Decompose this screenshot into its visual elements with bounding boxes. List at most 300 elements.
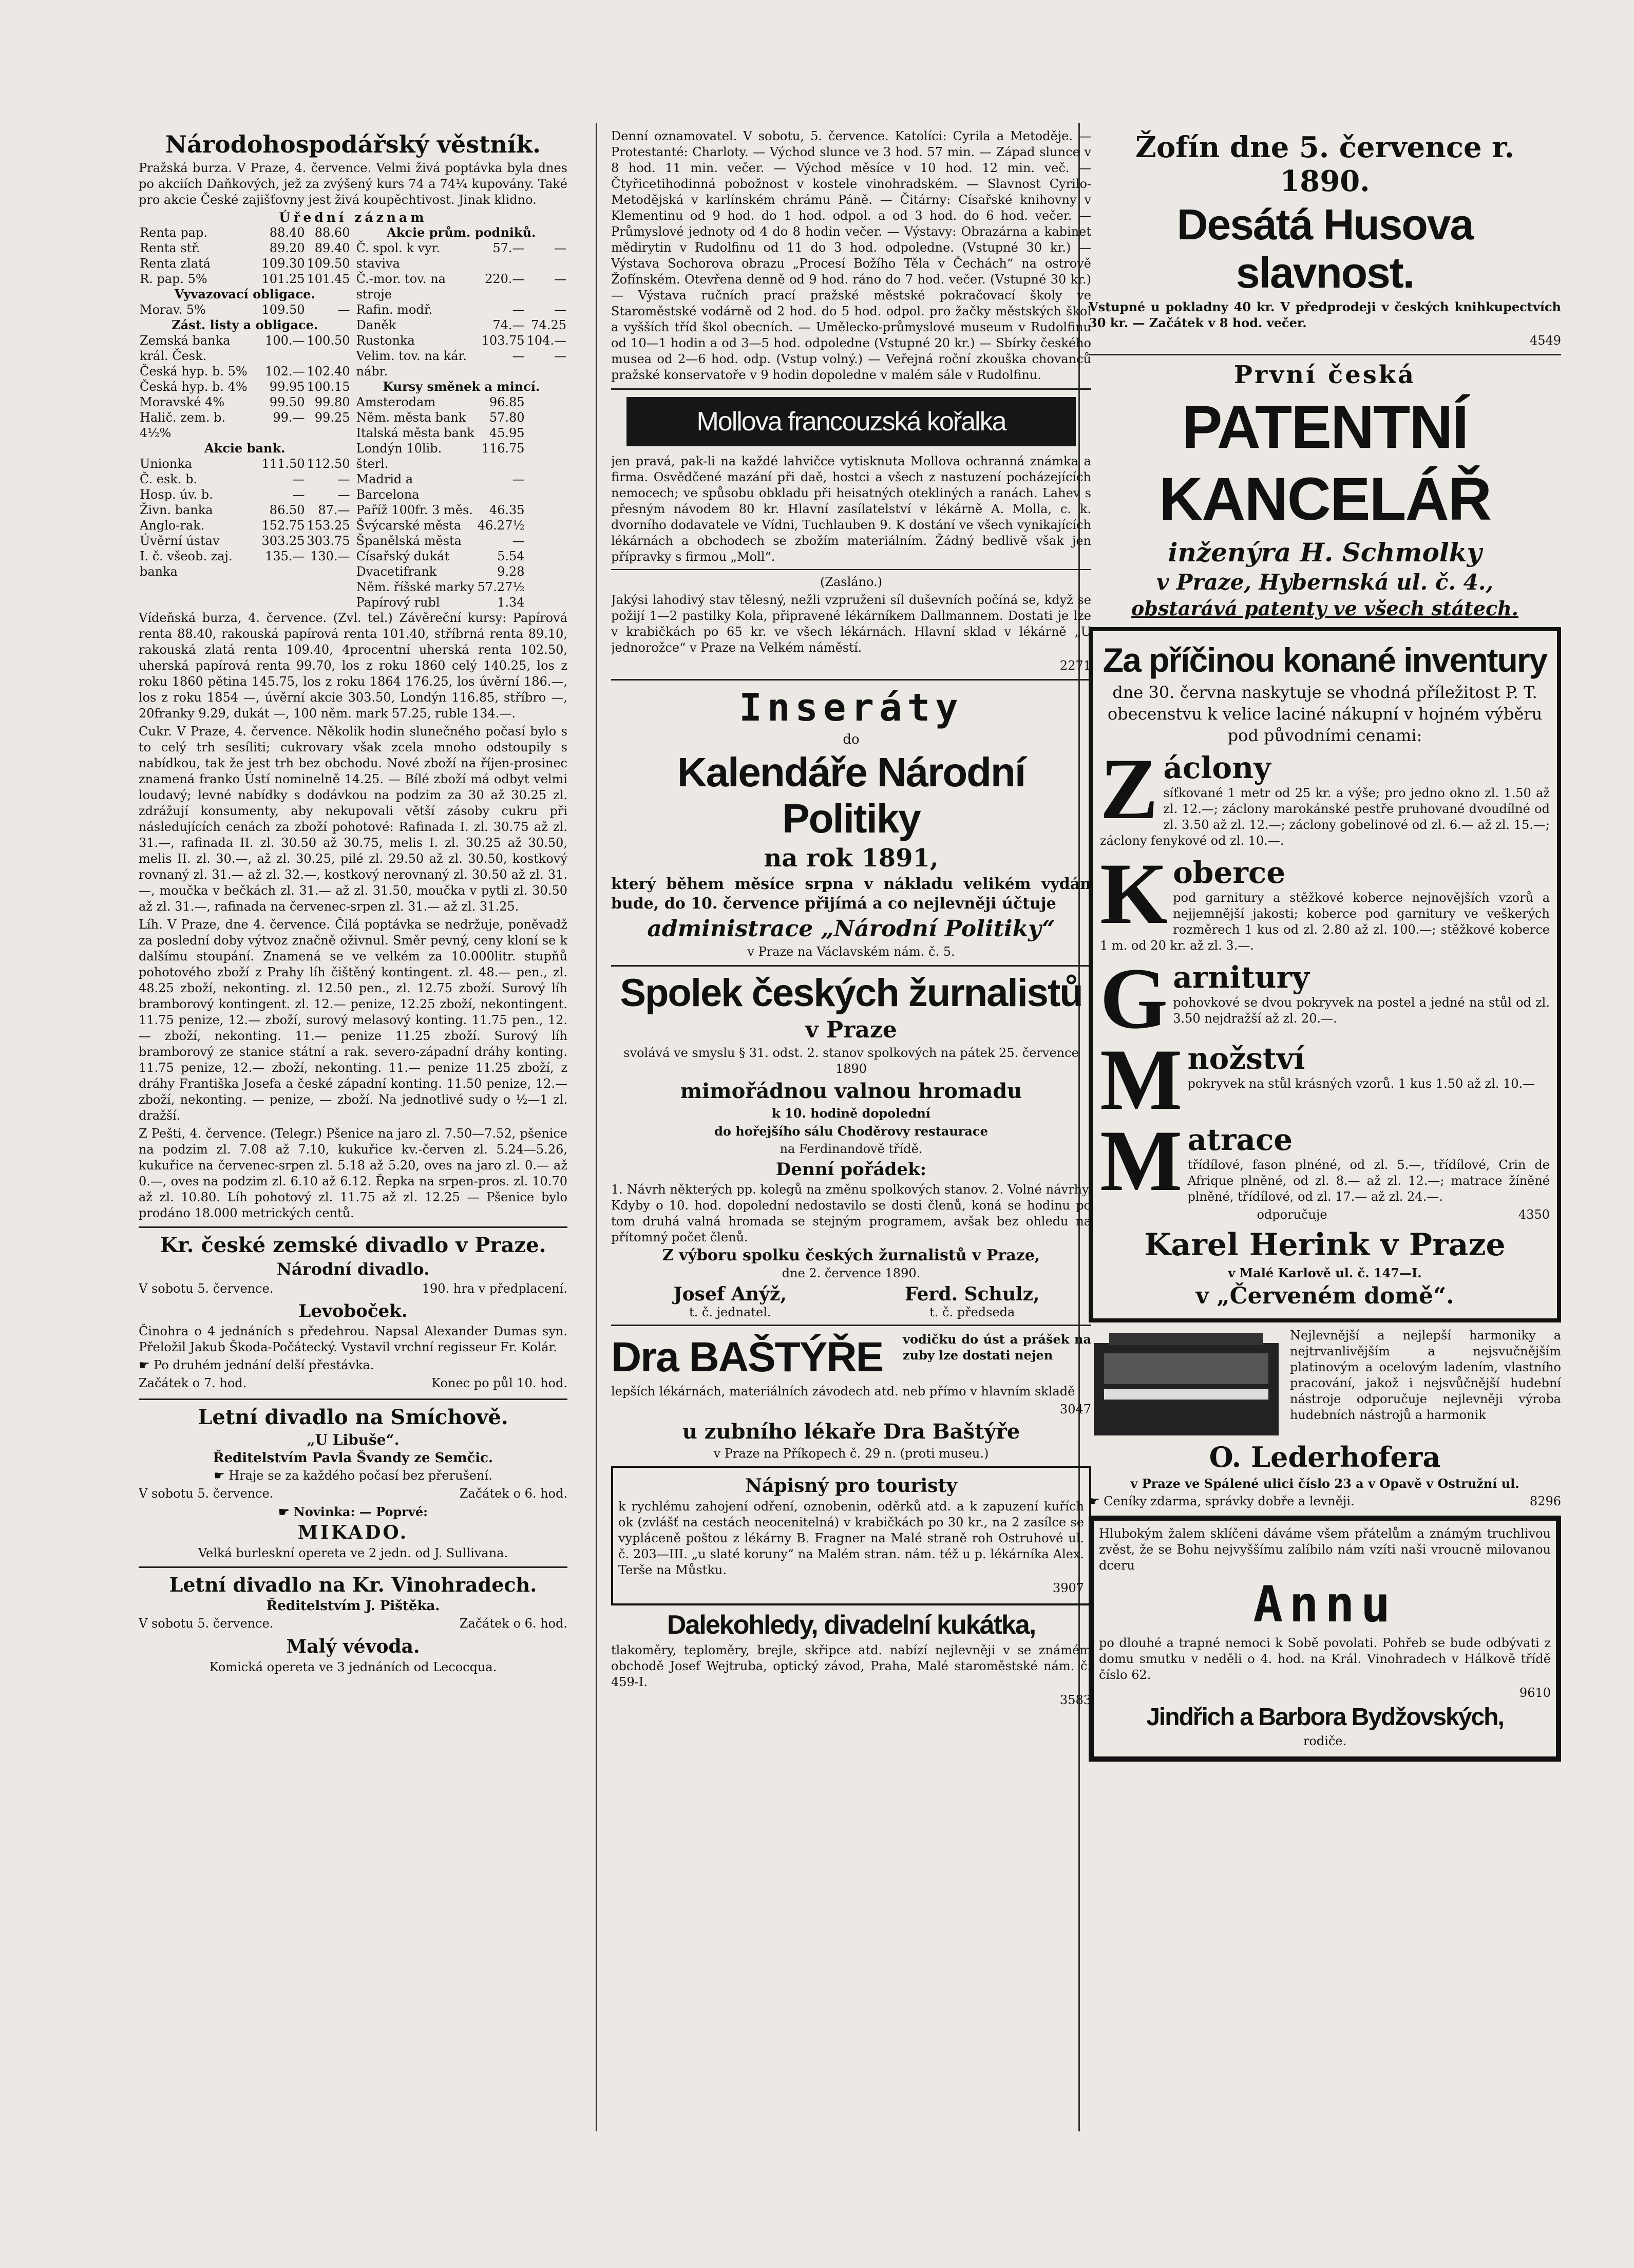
- rate-value: 57.80: [489, 410, 525, 425]
- rate-row: [355, 425, 568, 441]
- rate-row: [139, 471, 351, 487]
- rate-name: Moravské 4%: [140, 395, 225, 409]
- bastyr-text: lepších lékárnách, materiálních závodech atd. neb přímo v hlavním skladě: [611, 1384, 1075, 1398]
- divider: [139, 1398, 567, 1400]
- rate-name: Živn. banka: [140, 503, 213, 517]
- harmonica-number: 8296: [1529, 1494, 1561, 1508]
- theatre2-subtitle: „U Libuše“.: [307, 1431, 400, 1448]
- column-ads: [1089, 128, 1561, 2131]
- calendar-text: který během měsíce srpna v nákladu velikém vydán bude, do 10. července přijímá a co nejlevněji účtuje: [611, 875, 1091, 913]
- tourist-text: k rychlému zahojení odření, oznobenin, oděrků atd. a k zapuzení kuřích ok (zvlášť na cestách neocenitelná) v krabičkách po 30 kr., na 2 zasílce se vypláceně poštou z lékárny B. Fragner na Malé straně roh Ostruhové ul. č. 203—III. „u slaté koruny“ na Malém stran. nám. též u p. lékárníka Alex. Terše na Můstku.: [618, 1499, 1084, 1577]
- rate-value: [526, 564, 567, 579]
- rate-name: Hosp. úv. b.: [140, 487, 213, 502]
- rate-value: 303.25: [261, 534, 305, 548]
- health-number: 2271: [1059, 658, 1091, 673]
- rate-name: R. pap. 5%: [140, 272, 207, 286]
- curtains-label: áclony: [1163, 750, 1271, 785]
- signature-1: Josef Anýž,: [673, 1283, 787, 1305]
- rate-value: 1.34: [497, 595, 525, 610]
- prague-exchange-text: Pražská burza. V Praze, 4. července. Velmi živá poptávka byla dnes po akciích Daňkových, jež za zvýšený kurs 74 a 74¼ kupovány. Také pro akcie České zajišťovny jest živá koupěchtivost. Jinak klidno.: [139, 161, 567, 207]
- rate-row: [355, 379, 568, 394]
- rate-value: [526, 502, 567, 518]
- rate-value: 99.95: [269, 380, 305, 394]
- rate-name: Kursy směnek a mincí.: [383, 379, 540, 394]
- theatre3-date: V sobotu 5. července.: [139, 1616, 274, 1631]
- rate-name: Velim. tov. na kár. nábr.: [356, 349, 467, 379]
- theatre2-date-row: [139, 1486, 567, 1504]
- cognac-text: jen pravá, pak-li na každé lahvičce vytisknuta Mollova ochranná známka a firma. Osvědčené mazání při daě, hostci a všech z nastuzení pocházejících nemocech; ve spůsobu obkladu při heisatných otekliných a ranách. Lahev s přesným návodem 80 kr. Hlavní zasílatelství v lékárně A. Molla, c. k. dvorního dodavatele ve Vídni, Tuchlauben 9. K dostání ve všech vynikajících lékárnách a obchodech se zbožím materiálním. Žádný bedlivě však jen přípravky s firmou „Moll“.: [611, 454, 1091, 564]
- rate-value: 99.50: [269, 395, 305, 409]
- mourning-role: rodiče.: [1303, 1734, 1347, 1748]
- plenty-text: pokryvek na stůl krásných vzorů. 1 kus 1.50 až zl. 10.—: [1187, 1076, 1535, 1091]
- tourist-number: 3907: [1052, 1581, 1084, 1595]
- rate-value: —: [554, 349, 566, 363]
- carpets-label: oberce: [1173, 855, 1286, 890]
- column-economy: [139, 128, 567, 2131]
- patent-title: PATENTNÍ KANCELÁŘ: [1158, 393, 1491, 533]
- sets-initial: G: [1100, 960, 1168, 1037]
- rate-row: [139, 379, 351, 394]
- rate-value: [526, 518, 567, 533]
- rate-value: 74.25: [531, 318, 566, 332]
- exchange-tables: [139, 225, 567, 610]
- rate-row: [355, 333, 568, 348]
- rate-name: I. č. všeob. zaj. banka: [140, 549, 233, 579]
- rate-name: Dvacetifrank: [356, 564, 437, 579]
- herink-name: Karel Herink v Praze: [1144, 1227, 1506, 1263]
- sets-label: arnitury: [1173, 960, 1309, 995]
- journalists-city: v Praze: [805, 1017, 897, 1043]
- rate-value: 102.40: [307, 364, 350, 379]
- divider: [611, 388, 1091, 390]
- inventory-ad: [1089, 627, 1561, 1322]
- agenda-text: 1. Návrh některých pp. kolegů na změnu spolkových stanov. 2. Volné návrhy. Kdyby o 10. hod. dopolední nedostavilo se dosti členů, koná se hodinu po tom druhá valná hromada se stejným programem, avšak bez ohledu na přítomný počet členů.: [611, 1182, 1091, 1244]
- rate-value: 152.75: [261, 518, 305, 533]
- rate-row: [139, 271, 351, 287]
- divider: [1089, 354, 1561, 355]
- rate-value: 153.25: [307, 518, 350, 533]
- carpets-item: [1100, 855, 1550, 956]
- rate-name: Unionka: [140, 457, 193, 471]
- theatre3-date-row: [139, 1616, 567, 1634]
- rate-name: Renta zlatá: [140, 256, 211, 271]
- patent-address: v Praze, Hybernská ul. č. 4.,: [1156, 570, 1494, 595]
- theatre1-description: Činohra o 4 jednáních s předehrou. Napsal Alexander Dumas syn. Přeložil Jakub Škoda-Počátecký. Vystavil vrchní regisseur Fr. Kolár.: [139, 1324, 567, 1354]
- rate-row: [355, 502, 568, 518]
- agenda-title: Denní pořádek:: [775, 1159, 927, 1180]
- sets-text: pohovkové se dvou pokryvek na postel a jedné na stůl od zl. 3.50 nejdražší až zl. 20.—.: [1173, 995, 1550, 1026]
- rate-value: 89.20: [269, 241, 305, 255]
- theatre2-start: Začátek o 6. hod.: [459, 1486, 567, 1501]
- harmonica-text: Nejlevnější a nejlepší harmoniky a nejtrvanlivějším a nejsvučnějším platinovým a ocelovým ladením, vlastního pracování, jakož i nejsvůčnější hudební nástroje odporučuje nejlevněji výroba hudebních nástrojů a harmonik: [1290, 1328, 1561, 1422]
- telescope-number: 3583: [1059, 1693, 1091, 1707]
- rate-value: 111.50: [261, 457, 305, 471]
- rate-row: [355, 564, 568, 579]
- theatre3-director: Ředitelstvím J. Pištěka.: [266, 1598, 440, 1614]
- administration-address: v Praze na Václavském nám. č. 5.: [747, 944, 955, 959]
- rate-row: [139, 487, 351, 502]
- rate-value: 57.27½: [477, 580, 525, 594]
- rate-row: [139, 287, 351, 302]
- zofin-number: 4549: [1529, 333, 1561, 348]
- cognac-banner: Mollova francouzská kořalka: [626, 397, 1076, 446]
- rate-row: [355, 394, 568, 410]
- rate-value: —: [292, 487, 305, 502]
- curtains-item: [1100, 750, 1550, 851]
- vienna-exchange-text: Vídeňská burza, 4. července. (Zvl. tel.) Závěreční kursy: Papírová renta 88.40, rakouská papírová renta 101.40, stříbrná renta 89.10, rakouská zlatá renta 109.40, 4procentní uherská renta 102.50, uherská papírová renta 99.70, los z roku 1860 celý 140.25, los z roku 1860 pětina 145.75, los z roku 1864 176.25, los úvěrní 186.—, los z roku 1854 —, úvěrní akcie 303.50, Londýn 116.85, stříbro —, 20franky 9.29, dukát —, 100 něm. mark 57.25, ruble 134.—.: [139, 611, 567, 721]
- plenty-initial: M: [1100, 1041, 1183, 1118]
- rate-name: Amsterodam: [356, 395, 436, 409]
- spirit-report-text: Líh. V Praze, dne 4. července. Čilá poptávka se nedržuje, poněvadž za poslední doby výtvoz značně oživnul. Směr pevný, ceny kloní se k dalšímu stoupání. Znamená se ve velkém za 10.000litr. stupňů pohotového zboží z Prahy líh čištěný kontingent. zl. 48.— pen., zl. 48.25 zboží, nekonting. zl. 12.50 pen., zl. 12.75 zboží. Surový líh bramborový kontingent. zl. 12.— penize, 12.25 zboží, nekontingent. 11.75 penize, 12.— zboží, surový melasový konting. 11.75 pen., 12.— zboží, nekonting. 11.— penize 11.25 zboží. Surový líh bramborový ze stanice státní a rak. severo-západní dráhy konting. 11.75 penize, 12.— zboží, nekonting. 11.— penize 11.25 zboží, z dráhy Františka Josefa a české západní konting. 11.50 penize, 12.— zboží, nekonting. — penize, — zboží. Na jednotlivé sudy o ½—1 zl. dražší.: [139, 917, 567, 1123]
- rate-name: Česká hyp. b. 4%: [140, 380, 248, 394]
- theatre2-date: V sobotu 5. července.: [139, 1486, 274, 1501]
- recommend-row: [1100, 1207, 1550, 1225]
- bastyr-subtitle: u zubního lékaře Dra Baštýře: [682, 1420, 1020, 1444]
- inventory-title: Za příčinou konané inventury: [1103, 641, 1547, 679]
- theatre2-description: Velká burleskní opereta ve 2 jedn. od J. Sullivana.: [198, 1546, 508, 1560]
- curtains-initial: Z: [1100, 750, 1158, 837]
- signature-1-role: t. č. jednatel.: [689, 1305, 771, 1319]
- rate-value: 100.50: [307, 333, 350, 348]
- harmonica-price: ☛ Ceníky zdarma, správky dobře a levněji.: [1089, 1494, 1355, 1508]
- health-text: Jakýsi lahodivý stav tělesný, nežli vzpruženi síl duševních počíná se, když se požijí 1—2 pastilky Kola, připravené lékárníkem Dallmannem. Dostati je lze v krabičkách po 65 kr. ve všech lékárnách. Hlavní sklad v lékárně „U jednorožce“ v Praze na Velkém náměstí.: [611, 593, 1091, 655]
- divider: [611, 679, 1091, 681]
- rate-name: Něm. říšské marky: [356, 580, 474, 594]
- rate-row: [139, 441, 351, 456]
- herink-address: v Malé Karlově ul. č. 147—I.: [1228, 1265, 1422, 1280]
- rate-name: Něm. města bank: [356, 410, 466, 425]
- rate-value: 99.80: [314, 395, 350, 409]
- bastyr-address: v Praze na Příkopech č. 29 n. (proti museu.): [713, 1446, 989, 1461]
- pointing-hand-icon: ☛: [139, 1358, 154, 1372]
- journalists-title: Spolek českých žurnalistů: [620, 971, 1082, 1015]
- exchange-table-right: [355, 225, 568, 610]
- rate-value: 109.50: [307, 256, 350, 271]
- theatre3-play: Malý vévoda.: [286, 1636, 420, 1657]
- theatre3-title: Letní divadlo na Kr. Vinohradech.: [169, 1573, 537, 1596]
- rate-value: [526, 579, 567, 595]
- rate-value: 103.75: [481, 333, 525, 348]
- rate-value: —: [337, 487, 350, 502]
- rate-value: 99.25: [314, 410, 350, 425]
- signatures: [611, 1283, 1091, 1319]
- journalists-time: k 10. hodině dopolední: [772, 1106, 930, 1121]
- tourist-ad: [611, 1466, 1091, 1605]
- rate-row: [355, 518, 568, 533]
- journalists-place: do hořejšího sálu Choděrovy restaurace: [714, 1124, 988, 1139]
- zofin-text: Vstupné u pokladny 40 kr. V předprodeji v českých knihkupectvích 30 kr. — Začátek v 8 hod. večer.: [1089, 299, 1561, 330]
- harmonica-address: v Praze ve Spálené ulici číslo 23 a v Opavě v Ostružní ul.: [1130, 1476, 1519, 1491]
- patent-pre: První česká: [1233, 361, 1416, 389]
- rate-value: 109.50: [261, 303, 305, 317]
- rate-value: [526, 441, 567, 471]
- rate-row: [355, 410, 568, 425]
- rate-value: 104.—: [526, 333, 566, 348]
- journalists-meeting: mimořádnou valnou hromadu: [680, 1079, 1022, 1103]
- rate-row: [355, 579, 568, 595]
- rate-name: Daněk: [356, 318, 396, 332]
- rate-row: [355, 441, 568, 471]
- rate-value: 135.—: [265, 549, 305, 563]
- rate-row: [139, 456, 351, 471]
- rate-value: 101.45: [307, 272, 350, 286]
- rate-value: —: [512, 303, 525, 317]
- rate-name: Č.-mor. tov. na stroje: [356, 272, 446, 301]
- theatre2-title: Letní divadlo na Smíchově.: [198, 1405, 508, 1429]
- rate-row: [355, 471, 568, 502]
- mattress-initial: M: [1100, 1122, 1183, 1207]
- rate-row: [355, 240, 568, 271]
- sent-label: (Zasláno.): [820, 575, 883, 589]
- herink-shop: v „Červeném domě“.: [1195, 1283, 1454, 1309]
- rate-name: Renta stř.: [140, 241, 200, 255]
- mattress-label: atrace: [1187, 1122, 1293, 1157]
- rate-value: 112.50: [307, 457, 350, 471]
- rate-value: [526, 549, 567, 564]
- carpets-initial: K: [1100, 855, 1168, 942]
- rate-row: [139, 240, 351, 256]
- journalists-street: na Ferdinandově třídě.: [780, 1142, 923, 1156]
- theatre3-start: Začátek o 6. hod.: [459, 1616, 567, 1631]
- pointing-hand-icon: ☛: [214, 1468, 229, 1483]
- rate-value: 102.—: [265, 364, 305, 379]
- column-rule: [596, 123, 597, 2131]
- divider: [611, 569, 1091, 570]
- mattress-item: [1100, 1122, 1550, 1207]
- rate-row: [139, 518, 351, 533]
- rate-name: Císařský dukát: [356, 549, 449, 563]
- rate-row: [139, 317, 351, 333]
- theatre1-date-row: [139, 1281, 567, 1299]
- bastyr-side-text: vodičku do úst a prášek na zuby lze dostati nejen: [903, 1332, 1091, 1363]
- theatre2-note: ☛ Hraje se za každého počasí bez přerušení.: [214, 1468, 492, 1483]
- journalists-text: svolává ve smyslu § 31. odst. 2. stanov spolkových na pátek 25. července 1890: [623, 1046, 1079, 1076]
- harmonica-maker: O. Lederhofera: [1209, 1441, 1441, 1473]
- theatre1-end: Konec po půl 10. hod.: [431, 1376, 567, 1390]
- rate-value: 87.—: [318, 503, 350, 517]
- rate-name: Italská města bank: [356, 426, 474, 440]
- grain-report-text: Z Pešti, 4. července. (Telegr.) Pšenice na jaro zl. 7.50—7.52, pšenice na podzim zl. 7.08 až 7.10, kukuřice kv.-červen zl. 5.24—5.26, kukuřice na červenec-srpen zl. 5.18 až 5.20, oves na jaro zl. 0.— až 0.—, oves na podzim zl. 6.10 až 6.12. Řepka na srpen-pros. zl. 10.70 až zl. 10.80. Líh pohotový zl. 11.75 až zl. 12.25 — Pšenice bylo prodáno 18.000 metrických centů.: [139, 1126, 567, 1220]
- bastyr-title: Dra BAŠTÝŘE: [611, 1334, 883, 1381]
- rate-row: [355, 317, 568, 333]
- recommend-number: 4350: [1518, 1207, 1550, 1222]
- rate-value: —: [337, 303, 350, 317]
- rate-value: 99.—: [273, 410, 305, 425]
- rate-value: 74.—: [492, 318, 525, 332]
- rate-name: Rustonka: [356, 333, 415, 348]
- rate-value: 45.95: [489, 426, 525, 440]
- rate-row: [355, 348, 568, 379]
- rate-name: Anglo-rak.: [140, 518, 205, 533]
- rate-value: [526, 595, 567, 610]
- rate-value: 46.35: [489, 503, 525, 517]
- rate-value: [526, 471, 567, 502]
- bastyr-number: 3047: [1059, 1402, 1091, 1416]
- official-record-heading: Úřední záznam: [279, 210, 427, 225]
- rate-value: 88.40: [269, 225, 305, 240]
- rate-name: Vyvazovací obligace.: [174, 287, 315, 301]
- rate-row: [355, 533, 568, 549]
- rate-name: Akcie prům. podniků.: [387, 225, 536, 240]
- rate-row: [139, 256, 351, 271]
- patent-offer: obstarává patenty ve všech státech.: [1131, 597, 1518, 620]
- mourning-number: 9610: [1519, 1686, 1551, 1700]
- recommend-label: odporučuje: [1257, 1207, 1327, 1222]
- rate-value: —: [554, 303, 566, 317]
- rate-name: Švýcarské města: [356, 518, 462, 533]
- mourning-text-2: po dlouhé a trapné nemoci k Sobě povolati. Pohřeb se bude odbývati z domu smutku v neděli o 4. hod. na Král. Vinohradech v Hálkově třídě číslo 62.: [1099, 1636, 1551, 1682]
- rate-row: [139, 364, 351, 379]
- rate-name: Španělská města: [356, 534, 462, 548]
- rate-value: 109.30: [261, 256, 305, 271]
- zofin-title: Desátá Husova slavnost.: [1176, 200, 1473, 297]
- harmonium-illustration: [1089, 1328, 1284, 1441]
- rate-value: 303.75: [307, 534, 350, 548]
- rate-value: 57.—: [492, 241, 525, 255]
- rate-row: [139, 394, 351, 410]
- committee-date: dne 2. července 1890.: [782, 1266, 921, 1280]
- rate-row: [139, 302, 351, 317]
- plenty-item: [1100, 1041, 1550, 1118]
- mourning-text: Hlubokým žalem sklíčeni dáváme všem přátelům a známým truchlivou zvěst, že se Bohu nejvyššímu zalíbilo nám vzíti naši vroucně milovanou dceru: [1099, 1526, 1551, 1573]
- patent-engineer: inženýra H. Schmolky: [1168, 537, 1482, 568]
- economy-title: Národohospodářský věstník.: [165, 130, 541, 158]
- plenty-label: nožství: [1187, 1041, 1305, 1076]
- mourning-notice: [1089, 1516, 1561, 1762]
- rate-name: Londýn 10lib. šterl.: [356, 441, 442, 471]
- harmonica-ad: [1089, 1328, 1561, 1511]
- sets-item: [1100, 960, 1550, 1037]
- tourist-title: Nápisný pro touristy: [745, 1475, 957, 1497]
- theatre1-start: Začátek o 7. hod.: [139, 1376, 247, 1390]
- committee-line: Z výboru spolku českých žurnalistů v Praze,: [662, 1246, 1040, 1264]
- rate-value: 116.75: [481, 441, 525, 456]
- column-notices: [611, 128, 1091, 2131]
- rate-row: [355, 271, 568, 302]
- mourning-name: Annu: [1253, 1576, 1397, 1633]
- inserts-title: Inseráty: [739, 686, 963, 730]
- carpets-text: pod garnitury a stěžkové koberce nejnovějších vzorů a nejjemnější jakosti; koberce pod garnitury ve veškerých rozměrech 1 kus od zl. 2.80 až zl. 100.—; stěžkové koberce 1 m. od 20 kr. až zl. 3.—.: [1100, 891, 1550, 953]
- rate-name: Rafin. modř.: [356, 303, 433, 317]
- rate-name: Č. spol. k vyr. staviva: [356, 241, 441, 271]
- inserts-to: do: [843, 732, 860, 747]
- rate-row: [139, 549, 351, 579]
- administration-name: administrace „Národní Politiky“: [647, 916, 1055, 942]
- signature-2: Ferd. Schulz,: [904, 1283, 1040, 1305]
- rate-value: —: [554, 272, 566, 286]
- rate-row: [139, 502, 351, 518]
- rate-row: [355, 549, 568, 564]
- divider: [611, 1325, 1091, 1326]
- pointing-hand-icon: ☛: [278, 1504, 294, 1519]
- rate-value: 5.54: [497, 549, 525, 563]
- theatre1-title: Kr. české zemské divadlo v Praze.: [160, 1233, 546, 1257]
- zofin-date: Žofín dne 5. července r. 1890.: [1135, 130, 1514, 198]
- curtains-text: síťkované 1 metr od 25 kr. a výše; pro jedno okno zl. 1.50 až zl. 12.—; záclony marokánské pestře pruhované dvoudílné od zl. 3.50 až zl. 12.—; záclony gobelinové od zl. 6.— až zl. 15.—; záclony fenykové od zl. 10.—.: [1100, 786, 1550, 848]
- theatre3-description: Komická opereta ve 3 jednáních od Lecocqua.: [209, 1660, 497, 1674]
- rate-name: Morav. 5%: [140, 303, 206, 317]
- rate-value: —: [337, 472, 350, 486]
- pointing-hand-icon: ☛: [1089, 1494, 1104, 1508]
- rate-value: 100.15: [307, 380, 350, 394]
- exchange-table-left: [139, 225, 351, 610]
- sugar-report-text: Cukr. V Praze, 4. července. Několik hodin slunečného počasí bylo s to celý trh sesíliti; cukrovary však zcela mnoho odstoupily s nabídkou, tak že jest trh bez obchodu. Nové zboží na říjen-prosinec znamená franko Ústí nominelně 14.25. — Bílé zboží má odbyt velmi loudavý; levné nabídky s dodávkou na podzim za 30 až 30.25 zl. zdrážují konsumenty, aby nekupovali větší zásoby cukru při následujících cenách za zboží pohotové: Rafinada I. zl. 30.75 až zl. 31.—, rafinada II. zl. 30.50 až 30.75, melis I. zl. 30.25 až 30.50, melis II. zl. 30.—, až zl. 30.25, pilé zl. 29.50 až zl. 30.50, kostkový rovnaný zl. 31.— až zl. 32.—, kostkový nerovnaný zl. 30.50 až zl. 31.—, moučka v bečkách zl. 31.— až zl. 31.50, moučka v pytli zl. 30.50 až zl. 31.—, rafinada na červenec-srpen zl. 31.— až zl. 31.25.: [139, 724, 567, 914]
- rate-value: [526, 394, 567, 410]
- rate-name: Halič. zem. b. 4½%: [140, 410, 226, 440]
- rate-name: Papírový rubl: [356, 595, 440, 610]
- rate-row: [139, 225, 351, 240]
- theatre2-director: Ředitelstvím Pavla Švandy ze Semčic.: [213, 1450, 493, 1466]
- rate-value: 96.85: [489, 395, 525, 409]
- rate-value: 220.—: [485, 272, 525, 286]
- theatre1-note: ☛ Po druhém jednání delší přestávka.: [139, 1358, 374, 1372]
- signature-2-role: t. č. předseda: [929, 1305, 1015, 1319]
- divider: [611, 965, 1091, 967]
- rate-row: [139, 410, 351, 441]
- rate-name: Madrid a Barcelona: [356, 472, 420, 502]
- calendar-year: na rok 1891,: [764, 844, 939, 873]
- rate-name: Zást. listy a obligace.: [172, 317, 318, 332]
- rate-row: [355, 225, 568, 240]
- rate-value: 89.40: [314, 241, 350, 255]
- rate-value: —: [554, 241, 566, 255]
- rate-name: Akcie bank.: [204, 441, 286, 456]
- rate-row: [355, 595, 568, 610]
- rate-value: —: [512, 472, 525, 486]
- rate-name: Úvěrní ústav: [140, 534, 220, 548]
- rate-value: —: [512, 534, 525, 548]
- rate-value: 9.28: [497, 564, 525, 579]
- theatre2-play: MIKADO.: [297, 1522, 409, 1543]
- rate-name: Č. esk. b.: [140, 472, 198, 486]
- theatre1-date: V sobotu 5. července.: [139, 1281, 274, 1296]
- rate-name: Renta pap.: [140, 225, 207, 240]
- rate-value: [526, 410, 567, 425]
- rate-value: 100.—: [265, 333, 305, 348]
- theatre1-subtitle: Národní divadlo.: [276, 1259, 430, 1279]
- rate-row: [139, 333, 351, 364]
- rate-value: 130.—: [310, 549, 350, 563]
- theatre2-novelty: ☛ Novinka: — Poprvé:: [278, 1504, 428, 1519]
- rate-name: Česká hyp. b. 5%: [140, 364, 248, 379]
- mourning-signature: Jindřich a Barbora Bydžovských,: [1146, 1704, 1504, 1731]
- theatre1-play: Levoboček.: [298, 1301, 408, 1321]
- calendar-title: Kalendáře Národní Politiky: [677, 749, 1025, 841]
- rate-name: Paříž 100fr. 3 měs.: [356, 503, 473, 517]
- theatre1-series: 190. hra v předplacení.: [422, 1281, 567, 1296]
- daily-announcer-text: Denní oznamovatel. V sobotu, 5. července. Katolíci: Cyrila a Metoděje. — Protestanté: Charloty. — Východ slunce ve 3 hod. 57 min. — Západ slunce v 8 hod. 11 min. večer. — Východ měsíce v 10 hod. 12 min. več. — Čtyřicetihodinná pobožnost v kostele vinohradském. — Slavnost Cyrilo-Metodějská v karlínském chrámu Páně. — Čitárny: Císařské knihovny v Klementinu od 9 hod. do 1 hod. odpol. a od 3 hod. do 6 hod. večer. — Průmyslové jednoty od 4 do 8 hodin večer. — Výstavy: Obrazárna a kabinet mědirytin v Rudolfinu od 11 do 3 hod. odpoledne. (Vstupné 30 kr.) — Výstava Sochorova obrazu „Procesí Božího Těla v Čechách“ na ostrově Žofínském. Otevřena denně od 9 hod. ráno do 7 hod. večer. (Vstupné 30 kr.) — Výstava ručních prací pražské městské pokračovací školy ve Staroměstské vodárně od 2 hod. do 5 hod. odpol. pro žačky městských škol a vyšších tříd škol obecních. — Umělecko-průmyslové museum v Rudolfinu od 10—1 hodin a od 3—5 hod. odpoledne (Vstupné 20 kr.) — Sbírky českého musea od 2—6 hod. odp. (Vstup volný.) — Veřejná roční zkouška chovanců pražské konservatoře v 9 hodin dopoledne v malém sále v Rudolfinu.: [611, 129, 1091, 382]
- rate-value: 46.27½: [477, 518, 525, 533]
- rate-value: [526, 533, 567, 549]
- bastyr-header: [611, 1331, 1091, 1384]
- rate-value: 101.25: [261, 272, 305, 286]
- rate-value: 88.60: [314, 225, 350, 240]
- mattress-text: třídílové, fason plnéné, od zl. 5.—, třídílové, Crin de Afrique plněné, od zl. 8.— až zl. 12.—; matrace žíněné plněné, třídílové, od zl. 17.— až zl. 24.—.: [1187, 1158, 1550, 1204]
- rate-value: 86.50: [269, 503, 305, 517]
- divider: [139, 1226, 567, 1228]
- rate-name: Zemská banka král. Česk.: [140, 333, 231, 363]
- divider: [139, 1566, 567, 1568]
- rate-value: —: [292, 472, 305, 486]
- telescope-title: Dalekohledy, divadelní kukátka,: [667, 1610, 1036, 1640]
- telescope-text: tlakoměry, teploměry, brejle, skřipce atd. nabízí nejlevněji v se známém obchodě Josef Wejtruba, optický závod, Praha, Malé staroměstské nám. č. 459-I.: [611, 1643, 1091, 1689]
- rate-value: —: [512, 349, 525, 363]
- rate-row: [139, 533, 351, 549]
- theatre1-times: [139, 1375, 567, 1393]
- inventory-text: dne 30. června naskytuje se vhodná příležitost P. T. obecenstvu k velice laciné nákupní v hojném výběru pod původními cenami:: [1107, 683, 1543, 745]
- rate-value: [526, 425, 567, 441]
- rate-row: [355, 302, 568, 317]
